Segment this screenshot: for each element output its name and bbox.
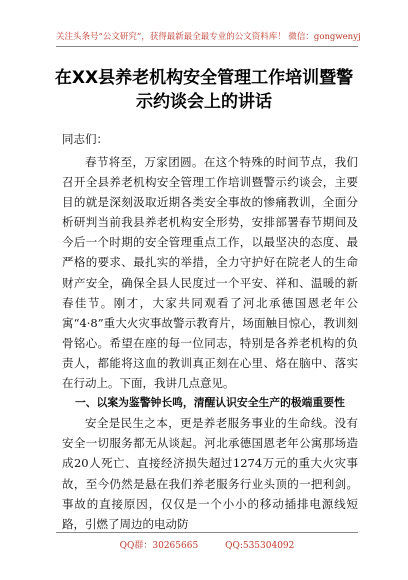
document-title	[40, 66, 368, 114]
footer-qq-group: QQ群：30265665	[119, 541, 199, 551]
document-body	[62, 152, 358, 534]
title-line-2: 示约谈会上的讲话	[136, 92, 272, 112]
paragraph: 春节将至，万家团圆。在这个特殊的时间节点，我们召开全县养老机构安全管理工作培训暨警示约谈会，主要目的就是深刻汲取近期各类安全事故的惨痛教训，全面分析研判当前我县养老机构安全形势，安排部署春节期间及今后一个时期的安全管理重点工作，以最坚决的态度、最严格的要求、最扎实的举措，全力守护好在院老人的生命财产安全，确保全县人民度过一个平安、祥和、温暖的新春佳节。刚才，大家共同观看了河北承德国恩老年公寓“4·8”重大火灾事故警示教育片，场面触目惊心，教训刻骨铭心。希望在座的每一位同志，特别是各养老机构的负责人，都能将这血的教训真正刻在心里、烙在脑中、落实在行动上。下面，我讲几点意见。	[62, 155, 358, 391]
footer-divider	[56, 532, 358, 533]
footer-contact	[56, 538, 358, 551]
paragraph: 安全是民生之本，更是养老服务事业的生命线。没有安全一切服务都无从谈起。河北承德国恩老年公寓那场造成20人死亡、直接经济损失超过1274万元的重大火灾事故，至今仍然是悬在我们养老服务行业头顶的一把利剑。事故的直接原因，仅仅是一个小小的移动插排电源线短路，引燃了周边的电动防	[62, 416, 358, 531]
footer-qq: QQ:535304092	[225, 541, 295, 551]
header-divider	[56, 46, 358, 47]
salutation: 同志们：	[62, 132, 108, 146]
header-promo-text: 关注头条号“公文研究”，获得最新最全最专业的公文资料库！ 微信：gongwenyj	[56, 32, 361, 42]
title-line-1: 在XX县养老机构安全管理工作培训暨警	[54, 68, 354, 88]
section-heading: 一、以案为鉴警钟长鸣，清醒认识安全生产的极端重要性	[74, 396, 345, 410]
